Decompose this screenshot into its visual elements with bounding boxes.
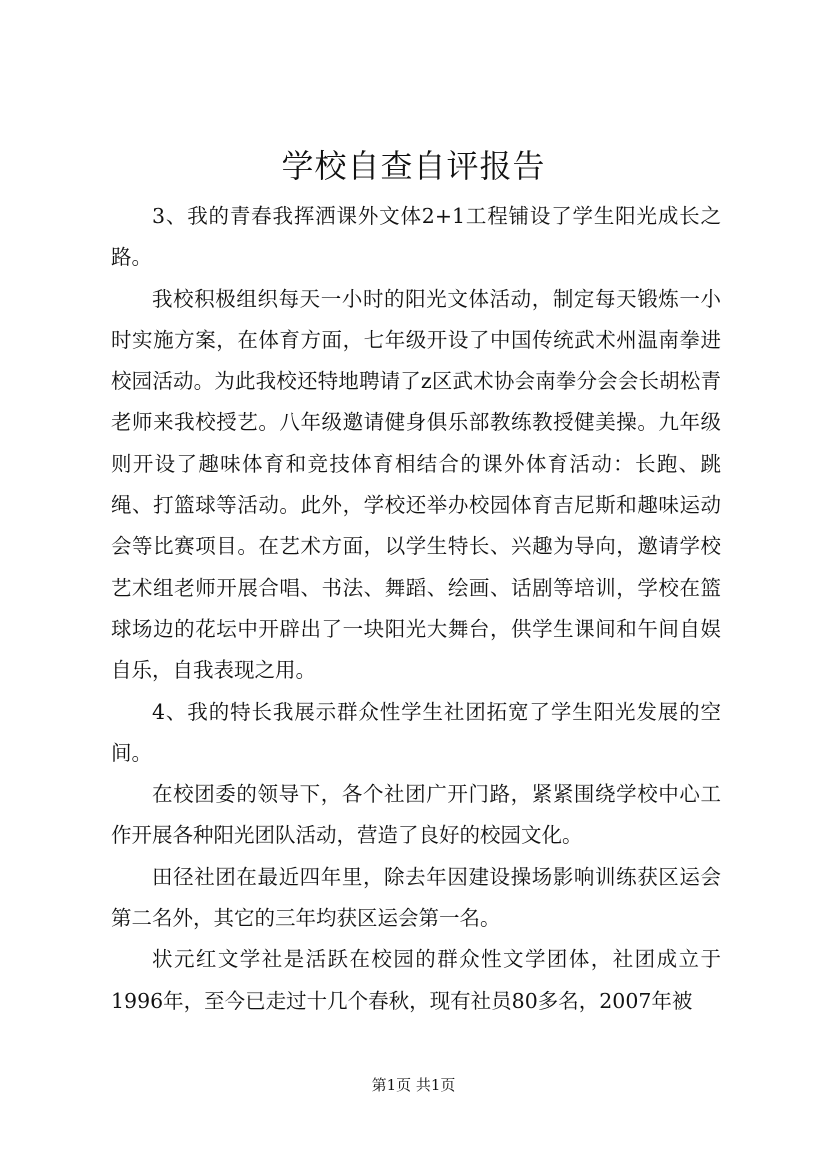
paragraph-section-3-heading: 3、我的青春我挥洒课外文体2+1工程铺设了学生阳光成长之路。 [111,204,721,270]
document-title: 学校自查自评报告 [281,147,546,185]
paragraph-literature-club: 状元红文学社是活跃在校园的群众性文学团体，社团成立于1996年，至今已走过十几个春秋，现有社员80多名，2007年被 [111,947,721,1013]
paragraph-track-club: 田径社团在最近四年里，除去年因建设操场影响训练获区运会第二名外，其它的三年均获区运会第一名。 [111,864,721,931]
document-body [111,196,721,1022]
paragraph-youth-league: 在校团委的领导下，各个社团广开门路，紧紧围绕学校中心工作开展各种阳光团队活动，营造了良好的校园文化。 [111,782,721,848]
paragraph-section-4-heading: 4、我的特长我展示群众性学生社团拓宽了学生阳光发展的空间。 [111,699,721,765]
page-number-footer: 第1页 共1页 [371,1076,456,1094]
paragraph-sports-activities: 我校积极组织每天一小时的阳光文体活动，制定每天锻炼一小时实施方案，在体育方面，七年级开设了中国传统武术州温南拳进校园活动。为此我校还特地聘请了z区武术协会南拳分会会长胡松青老师来我校授艺。八年级邀请健身俱乐部教练教授健美操。九年级则开设了趣味体育和竞技体育相结合的课外体育活动：长跑、跳绳、打篮球等活动。此外，学校还举办校园体育吉尼斯和趣味运动会等比赛项目。在艺术方面，以学生特长、兴趣为导向，邀请学校艺术组老师开展合唱、书法、舞蹈、绘画、话剧等培训，学校在篮球场边的花坛中开辟出了一块阳光大舞台，供学生课间和午间自娱自乐，自我表现之用。 [111,286,721,683]
